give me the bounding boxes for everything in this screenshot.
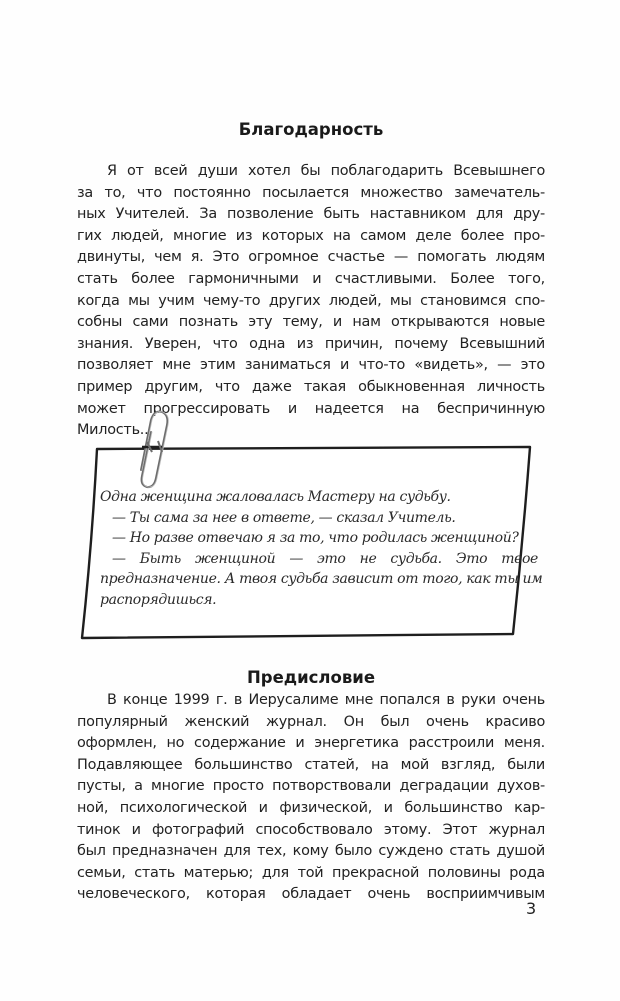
note-line: Одна женщина жаловалась Мастеру на судьбу. [100,489,451,505]
text-line: может прогрессировать и надеется на беспричинную [77,400,545,417]
note-line: распорядишься. [100,591,217,608]
section-title-gratitude: Благодарность [238,120,384,139]
note-parable [100,487,543,611]
text-line: популярный женский журнал. Он был очень красиво [77,713,545,730]
text-line: за то, что постоянно посылается множество замечатель- [77,184,545,201]
text-line: был предназначен для тех, кому было суждено стать душой [77,843,545,860]
text-line: стать более гармоничными и счастливыми. Более того, [77,270,545,287]
note-line: — Но разве отвечаю я за то, что родилась женщиной? [112,530,519,547]
text-line: Я от всей души хотел бы поблагодарить Всевышнего [107,163,545,179]
text-line: гих людей, многие из которых на самом деле более про- [77,227,545,244]
page-number: 3 [526,899,537,918]
text-line: пример другим, что даже такая обыкновенная личность [77,378,545,395]
text-line: В конце 1999 г. в Иерусалиме мне попался в руки очень [107,692,545,708]
text-line: Подавляющее большинство статей, на мой взгляд, были [77,756,545,773]
text-line: человеческого, которая обладает очень восприимчивым [77,886,545,903]
text-line: ных Учителей. За позволение быть наставником для дру- [77,206,545,223]
note-line: — Ты сама за нее в ответе, — сказал Учитель. [112,509,456,526]
text-line: пусты, а многие просто потворствовали деградации духов- [77,778,545,795]
text-line: оформлен, но содержание и энергетика расстроили меня. [77,735,545,752]
note-line: — Быть женщиной — это не судьба. Это твое [112,550,538,567]
preface-paragraph [77,690,545,906]
text-line: когда мы учим чему-то других людей, мы становимся спо- [77,292,545,309]
text-line: собны сами познать эту тему, и нам открываются новые [77,314,545,331]
text-line: семьи, стать матерью; для той прекрасной половины рода [77,864,545,881]
text-line: тинок и фотографий способствовало этому. Этот журнал [77,821,545,838]
text-line: ной, психологической и физической, и большинство кар- [77,799,545,816]
text-line: двинуты, чем я. Это огромное счастье — помогать людям [77,249,545,266]
section-title-preface: Предисловие [246,668,376,687]
note-line: предназначение. А твоя судьба зависит от того, как ты им [100,571,543,588]
text-line: знания. Уверен, что одна из причин, почему Всевышний [77,335,545,352]
text-line: Милость... [77,422,153,439]
text-line: позволяет мне этим заниматься и что-то «видеть», — это [77,357,545,374]
